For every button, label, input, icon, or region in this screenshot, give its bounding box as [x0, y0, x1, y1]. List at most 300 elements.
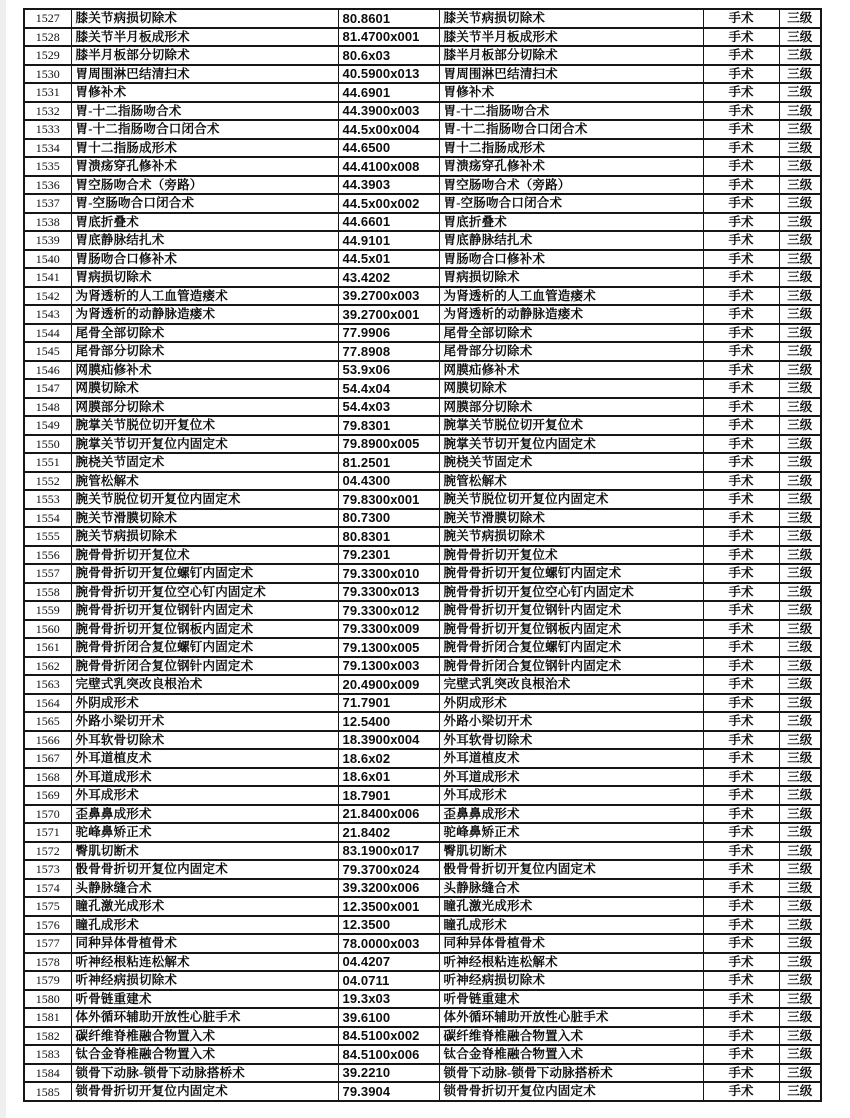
level-cell: 三级 — [779, 953, 821, 972]
procedure-name-repeat-cell: 腕骨骨折切开复位空心钉内固定术 — [439, 583, 703, 602]
row-number-cell: 1554 — [24, 509, 71, 528]
row-number-cell: 1582 — [24, 1027, 71, 1046]
level-cell: 三级 — [779, 546, 821, 565]
table-row — [24, 250, 821, 269]
procedure-code-cell: 79.3300x010 — [338, 564, 439, 583]
category-cell: 手术 — [703, 472, 779, 491]
procedure-name-repeat-cell: 膝关节半月板成形术 — [439, 28, 703, 47]
procedure-code-cell: 80.7300 — [338, 509, 439, 528]
procedure-name-cell: 锁骨下动脉-锁骨下动脉搭桥术 — [71, 1064, 338, 1083]
level-cell: 三级 — [779, 1082, 821, 1101]
table-row — [24, 268, 821, 287]
category-cell: 手术 — [703, 342, 779, 361]
row-number-cell: 1563 — [24, 675, 71, 694]
procedure-code-cell: 54.4x04 — [338, 379, 439, 398]
procedure-name-cell: 听骨链重建术 — [71, 990, 338, 1009]
procedure-name-cell: 外阴成形术 — [71, 694, 338, 713]
procedure-name-repeat-cell: 腕掌关节切开复位内固定术 — [439, 435, 703, 454]
procedure-name-cell: 腕管松解术 — [71, 472, 338, 491]
category-cell: 手术 — [703, 453, 779, 472]
table-row — [24, 527, 821, 546]
level-cell: 三级 — [779, 805, 821, 824]
table-row — [24, 583, 821, 602]
table-row — [24, 897, 821, 916]
procedure-code-cell: 81.4700x001 — [338, 28, 439, 47]
row-number-cell: 1527 — [24, 9, 71, 28]
procedure-code-cell: 44.4100x008 — [338, 157, 439, 176]
category-cell: 手术 — [703, 546, 779, 565]
category-cell: 手术 — [703, 102, 779, 121]
procedure-name-repeat-cell: 听骨链重建术 — [439, 990, 703, 1009]
procedure-code-cell: 79.3300x013 — [338, 583, 439, 602]
level-cell: 三级 — [779, 157, 821, 176]
level-cell: 三级 — [779, 842, 821, 861]
category-cell: 手术 — [703, 583, 779, 602]
procedure-code-cell: 53.9x06 — [338, 361, 439, 380]
row-number-cell: 1585 — [24, 1082, 71, 1101]
procedure-name-cell: 网膜部分切除术 — [71, 398, 338, 417]
category-cell: 手术 — [703, 9, 779, 28]
category-cell: 手术 — [703, 620, 779, 639]
row-number-cell: 1568 — [24, 768, 71, 787]
table-row — [24, 139, 821, 158]
table-row — [24, 805, 821, 824]
table-row — [24, 694, 821, 713]
procedure-name-cell: 膝半月板部分切除术 — [71, 46, 338, 65]
procedure-name-cell: 膝关节病损切除术 — [71, 9, 338, 28]
procedure-name-cell: 胃-空肠吻合口闭合术 — [71, 194, 338, 213]
table-row — [24, 28, 821, 47]
level-cell: 三级 — [779, 897, 821, 916]
row-number-cell: 1580 — [24, 990, 71, 1009]
level-cell: 三级 — [779, 749, 821, 768]
procedure-code-cell: 40.5900x013 — [338, 65, 439, 84]
procedure-name-cell: 为肾透析的动静脉造瘘术 — [71, 305, 338, 324]
table-row — [24, 934, 821, 953]
procedure-code-cell: 43.4202 — [338, 268, 439, 287]
level-cell: 三级 — [779, 1008, 821, 1027]
level-cell: 三级 — [779, 398, 821, 417]
level-cell: 三级 — [779, 823, 821, 842]
procedure-name-repeat-cell: 尾骨部分切除术 — [439, 342, 703, 361]
procedure-name-repeat-cell: 骰骨骨折切开复位内固定术 — [439, 860, 703, 879]
procedure-code-cell: 44.5x01 — [338, 250, 439, 269]
table-row — [24, 731, 821, 750]
procedure-name-cell: 歪鼻鼻成形术 — [71, 805, 338, 824]
table-row — [24, 971, 821, 990]
table-row — [24, 1045, 821, 1064]
row-number-cell: 1567 — [24, 749, 71, 768]
row-number-cell: 1553 — [24, 490, 71, 509]
table-row — [24, 324, 821, 343]
level-cell: 三级 — [779, 65, 821, 84]
procedure-name-repeat-cell: 腕骨骨折闭合复位螺钉内固定术 — [439, 638, 703, 657]
procedure-name-repeat-cell: 胃底折叠术 — [439, 213, 703, 232]
table-row — [24, 842, 821, 861]
procedure-code-cell: 44.5x00x004 — [338, 120, 439, 139]
table-row — [24, 1008, 821, 1027]
procedure-code-cell: 20.4900x009 — [338, 675, 439, 694]
procedure-code-cell: 79.1300x003 — [338, 657, 439, 676]
procedure-code-cell: 12.3500x001 — [338, 897, 439, 916]
procedure-name-repeat-cell: 钛合金脊椎融合物置入术 — [439, 1045, 703, 1064]
page-left-edge — [0, 0, 6, 1118]
category-cell: 手术 — [703, 1008, 779, 1027]
level-cell: 三级 — [779, 287, 821, 306]
procedure-name-repeat-cell: 网膜部分切除术 — [439, 398, 703, 417]
category-cell: 手术 — [703, 213, 779, 232]
procedure-code-cell: 79.3700x024 — [338, 860, 439, 879]
table-row — [24, 509, 821, 528]
table-row — [24, 879, 821, 898]
row-number-cell: 1541 — [24, 268, 71, 287]
procedure-name-repeat-cell: 腕掌关节脱位切开复位术 — [439, 416, 703, 435]
procedure-name-cell: 骰骨骨折切开复位内固定术 — [71, 860, 338, 879]
table-row — [24, 120, 821, 139]
procedure-name-cell: 听神经病损切除术 — [71, 971, 338, 990]
row-number-cell: 1579 — [24, 971, 71, 990]
category-cell: 手术 — [703, 250, 779, 269]
category-cell: 手术 — [703, 157, 779, 176]
level-cell: 三级 — [779, 194, 821, 213]
procedure-code-cell: 21.8400x006 — [338, 805, 439, 824]
procedure-code-cell: 44.6601 — [338, 213, 439, 232]
level-cell: 三级 — [779, 361, 821, 380]
procedure-table — [23, 8, 822, 1102]
procedure-name-repeat-cell: 外耳道成形术 — [439, 768, 703, 787]
procedure-name-cell: 胃-十二指肠吻合术 — [71, 102, 338, 121]
level-cell: 三级 — [779, 250, 821, 269]
category-cell: 手术 — [703, 564, 779, 583]
category-cell: 手术 — [703, 268, 779, 287]
level-cell: 三级 — [779, 176, 821, 195]
procedure-name-repeat-cell: 胃-十二指肠吻合口闭合术 — [439, 120, 703, 139]
procedure-code-cell: 80.6x03 — [338, 46, 439, 65]
category-cell: 手术 — [703, 28, 779, 47]
category-cell: 手术 — [703, 879, 779, 898]
procedure-name-repeat-cell: 体外循环辅助开放性心脏手术 — [439, 1008, 703, 1027]
table-row — [24, 1064, 821, 1083]
procedure-code-cell: 12.3500 — [338, 916, 439, 935]
procedure-name-cell: 腕桡关节固定术 — [71, 453, 338, 472]
procedure-name-repeat-cell: 腕骨骨折闭合复位钢针内固定术 — [439, 657, 703, 676]
table-row — [24, 620, 821, 639]
table-row — [24, 472, 821, 491]
procedure-name-cell: 瞳孔激光成形术 — [71, 897, 338, 916]
table-row — [24, 712, 821, 731]
table-row — [24, 83, 821, 102]
table-row — [24, 435, 821, 454]
category-cell: 手术 — [703, 509, 779, 528]
procedure-name-cell: 胃-十二指肠吻合口闭合术 — [71, 120, 338, 139]
procedure-name-cell: 腕骨骨折切开复位术 — [71, 546, 338, 565]
procedure-code-cell: 39.2700x003 — [338, 287, 439, 306]
category-cell: 手术 — [703, 361, 779, 380]
table-row — [24, 546, 821, 565]
row-number-cell: 1578 — [24, 953, 71, 972]
category-cell: 手术 — [703, 860, 779, 879]
level-cell: 三级 — [779, 213, 821, 232]
procedure-name-repeat-cell: 头静脉缝合术 — [439, 879, 703, 898]
procedure-code-cell: 81.2501 — [338, 453, 439, 472]
procedure-name-repeat-cell: 网膜切除术 — [439, 379, 703, 398]
procedure-name-repeat-cell: 腕骨骨折切开复位螺钉内固定术 — [439, 564, 703, 583]
category-cell: 手术 — [703, 231, 779, 250]
row-number-cell: 1575 — [24, 897, 71, 916]
level-cell: 三级 — [779, 324, 821, 343]
category-cell: 手术 — [703, 1064, 779, 1083]
table-row — [24, 916, 821, 935]
procedure-name-cell: 腕骨骨折闭合复位钢针内固定术 — [71, 657, 338, 676]
procedure-code-cell: 80.8601 — [338, 9, 439, 28]
procedure-code-cell: 39.2210 — [338, 1064, 439, 1083]
category-cell: 手术 — [703, 65, 779, 84]
procedure-name-repeat-cell: 胃肠吻合口修补术 — [439, 250, 703, 269]
procedure-name-repeat-cell: 听神经病损切除术 — [439, 971, 703, 990]
level-cell: 三级 — [779, 139, 821, 158]
procedure-name-cell: 体外循环辅助开放性心脏手术 — [71, 1008, 338, 1027]
level-cell: 三级 — [779, 990, 821, 1009]
level-cell: 三级 — [779, 472, 821, 491]
procedure-name-repeat-cell: 同种异体骨植骨术 — [439, 934, 703, 953]
procedure-code-cell: 77.8908 — [338, 342, 439, 361]
procedure-code-cell: 71.7901 — [338, 694, 439, 713]
procedure-code-cell: 54.4x03 — [338, 398, 439, 417]
procedure-code-cell: 80.8301 — [338, 527, 439, 546]
level-cell: 三级 — [779, 453, 821, 472]
row-number-cell: 1537 — [24, 194, 71, 213]
row-number-cell: 1536 — [24, 176, 71, 195]
table-row — [24, 1027, 821, 1046]
procedure-code-cell: 44.5x00x002 — [338, 194, 439, 213]
category-cell: 手术 — [703, 194, 779, 213]
procedure-name-cell: 胃底静脉结扎术 — [71, 231, 338, 250]
procedure-name-cell: 驼峰鼻矫正术 — [71, 823, 338, 842]
procedure-code-cell: 19.3x03 — [338, 990, 439, 1009]
category-cell: 手术 — [703, 139, 779, 158]
procedure-code-cell: 39.2700x001 — [338, 305, 439, 324]
table-row — [24, 9, 821, 28]
row-number-cell: 1544 — [24, 324, 71, 343]
procedure-name-repeat-cell: 外耳成形术 — [439, 786, 703, 805]
procedure-name-cell: 胃修补术 — [71, 83, 338, 102]
table-row — [24, 601, 821, 620]
category-cell: 手术 — [703, 712, 779, 731]
category-cell: 手术 — [703, 1045, 779, 1064]
procedure-name-repeat-cell: 胃底静脉结扎术 — [439, 231, 703, 250]
procedure-code-cell: 83.1900x017 — [338, 842, 439, 861]
row-number-cell: 1565 — [24, 712, 71, 731]
procedure-name-cell: 腕掌关节切开复位内固定术 — [71, 435, 338, 454]
procedure-code-cell: 44.6500 — [338, 139, 439, 158]
row-number-cell: 1546 — [24, 361, 71, 380]
procedure-name-cell: 外路小梁切开术 — [71, 712, 338, 731]
procedure-code-cell: 39.6100 — [338, 1008, 439, 1027]
row-number-cell: 1570 — [24, 805, 71, 824]
category-cell: 手术 — [703, 398, 779, 417]
level-cell: 三级 — [779, 564, 821, 583]
procedure-code-cell: 21.8402 — [338, 823, 439, 842]
table-row — [24, 194, 821, 213]
row-number-cell: 1533 — [24, 120, 71, 139]
procedure-name-repeat-cell: 腕关节病损切除术 — [439, 527, 703, 546]
procedure-name-repeat-cell: 尾骨全部切除术 — [439, 324, 703, 343]
procedure-code-cell: 79.8300x001 — [338, 490, 439, 509]
row-number-cell: 1562 — [24, 657, 71, 676]
row-number-cell: 1577 — [24, 934, 71, 953]
procedure-code-cell: 12.5400 — [338, 712, 439, 731]
row-number-cell: 1558 — [24, 583, 71, 602]
row-number-cell: 1532 — [24, 102, 71, 121]
category-cell: 手术 — [703, 823, 779, 842]
level-cell: 三级 — [779, 583, 821, 602]
category-cell: 手术 — [703, 305, 779, 324]
level-cell: 三级 — [779, 120, 821, 139]
level-cell: 三级 — [779, 379, 821, 398]
level-cell: 三级 — [779, 916, 821, 935]
procedure-name-cell: 尾骨部分切除术 — [71, 342, 338, 361]
procedure-code-cell: 18.6x02 — [338, 749, 439, 768]
table-row — [24, 398, 821, 417]
category-cell: 手术 — [703, 1082, 779, 1101]
row-number-cell: 1576 — [24, 916, 71, 935]
table-row — [24, 213, 821, 232]
level-cell: 三级 — [779, 620, 821, 639]
procedure-name-cell: 膝关节半月板成形术 — [71, 28, 338, 47]
level-cell: 三级 — [779, 416, 821, 435]
table-row — [24, 786, 821, 805]
procedure-name-cell: 胃肠吻合口修补术 — [71, 250, 338, 269]
table-row — [24, 638, 821, 657]
procedure-name-cell: 外耳道成形术 — [71, 768, 338, 787]
row-number-cell: 1540 — [24, 250, 71, 269]
table-row — [24, 287, 821, 306]
row-number-cell: 1543 — [24, 305, 71, 324]
procedure-name-cell: 腕骨骨折闭合复位螺钉内固定术 — [71, 638, 338, 657]
procedure-name-cell: 腕关节脱位切开复位内固定术 — [71, 490, 338, 509]
procedure-name-cell: 完壁式乳突改良根治术 — [71, 675, 338, 694]
procedure-code-cell: 79.3300x012 — [338, 601, 439, 620]
procedure-name-cell: 锁骨骨折切开复位内固定术 — [71, 1082, 338, 1101]
level-cell: 三级 — [779, 268, 821, 287]
row-number-cell: 1584 — [24, 1064, 71, 1083]
procedure-name-repeat-cell: 胃溃疡穿孔修补术 — [439, 157, 703, 176]
procedure-name-repeat-cell: 瞳孔成形术 — [439, 916, 703, 935]
table-row — [24, 46, 821, 65]
procedure-code-cell: 79.8301 — [338, 416, 439, 435]
level-cell: 三级 — [779, 435, 821, 454]
table-row — [24, 860, 821, 879]
procedure-code-cell: 39.3200x006 — [338, 879, 439, 898]
procedure-name-repeat-cell: 驼峰鼻矫正术 — [439, 823, 703, 842]
category-cell: 手术 — [703, 287, 779, 306]
procedure-name-repeat-cell: 胃病损切除术 — [439, 268, 703, 287]
level-cell: 三级 — [779, 527, 821, 546]
procedure-name-repeat-cell: 完壁式乳突改良根治术 — [439, 675, 703, 694]
row-number-cell: 1538 — [24, 213, 71, 232]
procedure-name-repeat-cell: 锁骨下动脉-锁骨下动脉搭桥术 — [439, 1064, 703, 1083]
level-cell: 三级 — [779, 1027, 821, 1046]
procedure-name-cell: 外耳软骨切除术 — [71, 731, 338, 750]
procedure-name-cell: 外耳成形术 — [71, 786, 338, 805]
procedure-name-cell: 腕关节病损切除术 — [71, 527, 338, 546]
level-cell: 三级 — [779, 342, 821, 361]
procedure-name-repeat-cell: 腕关节脱位切开复位内固定术 — [439, 490, 703, 509]
procedure-name-cell: 碳纤维脊椎融合物置入术 — [71, 1027, 338, 1046]
procedure-name-repeat-cell: 胃十二指肠成形术 — [439, 139, 703, 158]
procedure-name-repeat-cell: 外阴成形术 — [439, 694, 703, 713]
category-cell: 手术 — [703, 416, 779, 435]
procedure-name-repeat-cell: 腕骨骨折切开复位钢板内固定术 — [439, 620, 703, 639]
procedure-code-cell: 84.5100x006 — [338, 1045, 439, 1064]
procedure-code-cell: 18.3900x004 — [338, 731, 439, 750]
row-number-cell: 1556 — [24, 546, 71, 565]
procedure-code-cell: 44.3903 — [338, 176, 439, 195]
procedure-name-repeat-cell: 腕桡关节固定术 — [439, 453, 703, 472]
procedure-name-cell: 网膜切除术 — [71, 379, 338, 398]
row-number-cell: 1574 — [24, 879, 71, 898]
procedure-name-cell: 胃十二指肠成形术 — [71, 139, 338, 158]
table-row — [24, 657, 821, 676]
procedure-code-cell: 04.4207 — [338, 953, 439, 972]
level-cell: 三级 — [779, 971, 821, 990]
category-cell: 手术 — [703, 805, 779, 824]
row-number-cell: 1560 — [24, 620, 71, 639]
category-cell: 手术 — [703, 638, 779, 657]
procedure-name-cell: 为肾透析的人工血管造瘘术 — [71, 287, 338, 306]
category-cell: 手术 — [703, 527, 779, 546]
category-cell: 手术 — [703, 768, 779, 787]
procedure-name-repeat-cell: 为肾透析的人工血管造瘘术 — [439, 287, 703, 306]
category-cell: 手术 — [703, 435, 779, 454]
row-number-cell: 1545 — [24, 342, 71, 361]
procedure-name-cell: 网膜疝修补术 — [71, 361, 338, 380]
category-cell: 手术 — [703, 120, 779, 139]
procedure-name-repeat-cell: 外路小梁切开术 — [439, 712, 703, 731]
row-number-cell: 1548 — [24, 398, 71, 417]
level-cell: 三级 — [779, 46, 821, 65]
procedure-name-repeat-cell: 腕骨骨折切开复位钢针内固定术 — [439, 601, 703, 620]
procedure-name-repeat-cell: 胃周围淋巴结清扫术 — [439, 65, 703, 84]
table-row — [24, 102, 821, 121]
level-cell: 三级 — [779, 638, 821, 657]
category-cell: 手术 — [703, 786, 779, 805]
row-number-cell: 1561 — [24, 638, 71, 657]
procedure-name-repeat-cell: 瞳孔激光成形术 — [439, 897, 703, 916]
row-number-cell: 1566 — [24, 731, 71, 750]
procedure-name-repeat-cell: 锁骨骨折切开复位内固定术 — [439, 1082, 703, 1101]
level-cell: 三级 — [779, 694, 821, 713]
level-cell: 三级 — [779, 601, 821, 620]
procedure-code-cell: 18.7901 — [338, 786, 439, 805]
category-cell: 手术 — [703, 916, 779, 935]
table-row — [24, 768, 821, 787]
procedure-code-cell: 79.3300x009 — [338, 620, 439, 639]
procedure-name-cell: 外耳道植皮术 — [71, 749, 338, 768]
row-number-cell: 1535 — [24, 157, 71, 176]
row-number-cell: 1534 — [24, 139, 71, 158]
row-number-cell: 1549 — [24, 416, 71, 435]
category-cell: 手术 — [703, 324, 779, 343]
level-cell: 三级 — [779, 731, 821, 750]
level-cell: 三级 — [779, 768, 821, 787]
category-cell: 手术 — [703, 897, 779, 916]
procedure-name-cell: 腕关节滑膜切除术 — [71, 509, 338, 528]
procedure-code-cell: 78.0000x003 — [338, 934, 439, 953]
procedure-name-repeat-cell: 胃空肠吻合术（旁路） — [439, 176, 703, 195]
table-row — [24, 342, 821, 361]
procedure-code-cell: 44.6901 — [338, 83, 439, 102]
